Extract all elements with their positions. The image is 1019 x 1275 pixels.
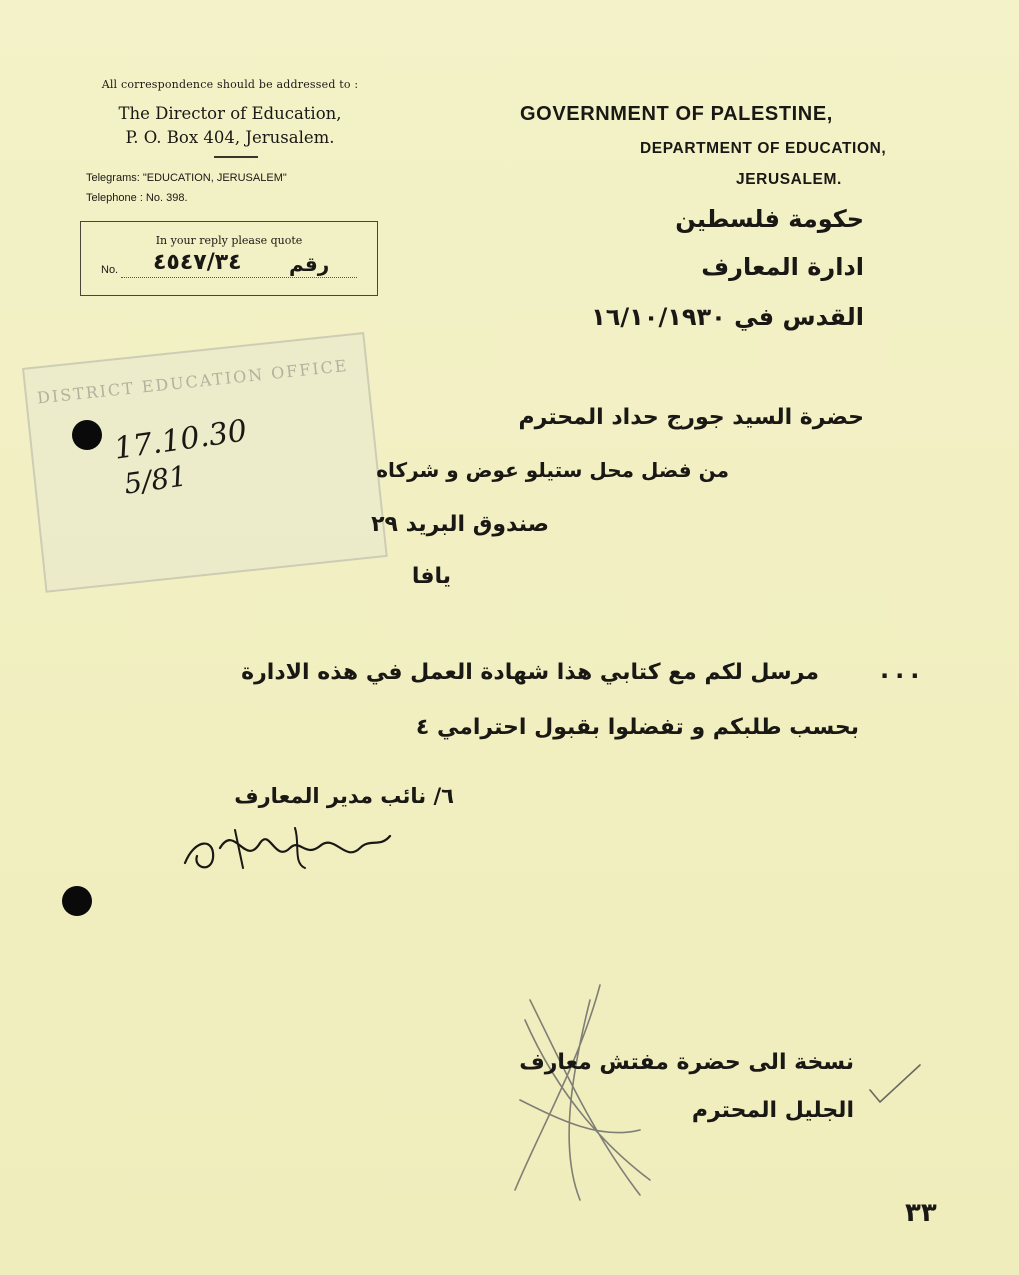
reference-number: ٤٥٤٧/٣٤ — [153, 250, 242, 275]
page-number: ٣٣ — [905, 1198, 937, 1228]
reply-quote-box — [80, 221, 378, 296]
director-line: The Director of Education, — [118, 104, 342, 123]
reply-quote-label: In your reply please quote — [155, 234, 303, 247]
handwritten-number: 5/81 — [122, 459, 189, 501]
telegrams-line: Telegrams: "EDUCATION, JERUSALEM" — [86, 172, 287, 184]
signatory-title-text: نائب مدير المعارف — [234, 784, 427, 808]
signatory-prefix: ٦/ — [433, 784, 454, 808]
raqam-label: رقم — [289, 252, 330, 276]
addressee-pobox: صندوق البريد ٢٩ — [371, 512, 549, 537]
department-heading: DEPARTMENT OF EDUCATION, — [640, 140, 887, 157]
body-line-1: مرسل لكم مع كتابي هذا شهادة العمل في هذه الادارة — [241, 660, 819, 685]
arabic-place-date: القدس في ١٦/١٠/١٩٣٠ — [591, 303, 864, 331]
government-heading: GOVERNMENT OF PALESTINE, — [520, 103, 833, 125]
addressee-city: يافا — [411, 564, 451, 589]
arabic-department: ادارة المعارف — [701, 253, 864, 281]
punch-hole-top — [72, 420, 102, 450]
telephone-line: Telephone : No. 398. — [86, 192, 188, 204]
addressee-name: حضرة السيد جورج حداد المحترم — [518, 405, 864, 430]
addressee-company: من فضل محل ستيلو عوض و شركاه — [376, 458, 729, 482]
arabic-government: حكومة فلسطين — [675, 205, 864, 233]
address-line: P. O. Box 404, Jerusalem. — [125, 128, 335, 147]
copy-to-line-2: الجليل المحترم — [691, 1098, 854, 1123]
handwritten-signature — [175, 818, 405, 878]
handwritten-date: 17.10.30 — [112, 413, 250, 467]
reference-no-label: No. — [101, 264, 119, 276]
body-line-2: بحسب طلبكم و تفضلوا بقبول احترامي ٤ — [415, 715, 859, 740]
divider — [214, 156, 258, 158]
body-ellipsis: ... — [880, 656, 926, 684]
correspondence-note: All correspondence should be addressed to : — [101, 78, 359, 91]
stamp-text: DISTRICT EDUCATION OFFICE — [36, 355, 350, 408]
signatory-title — [234, 784, 454, 808]
city-heading: JERUSALEM. — [736, 171, 842, 188]
punch-hole-bottom — [62, 886, 92, 916]
pencil-checkmark — [865, 1060, 925, 1110]
pencil-cancellation-scribble — [500, 980, 660, 1210]
reference-dotted-line — [121, 277, 357, 278]
copy-to-line-1: نسخة الى حضرة مفتش معارف — [519, 1050, 854, 1075]
faded-office-stamp — [22, 332, 388, 593]
